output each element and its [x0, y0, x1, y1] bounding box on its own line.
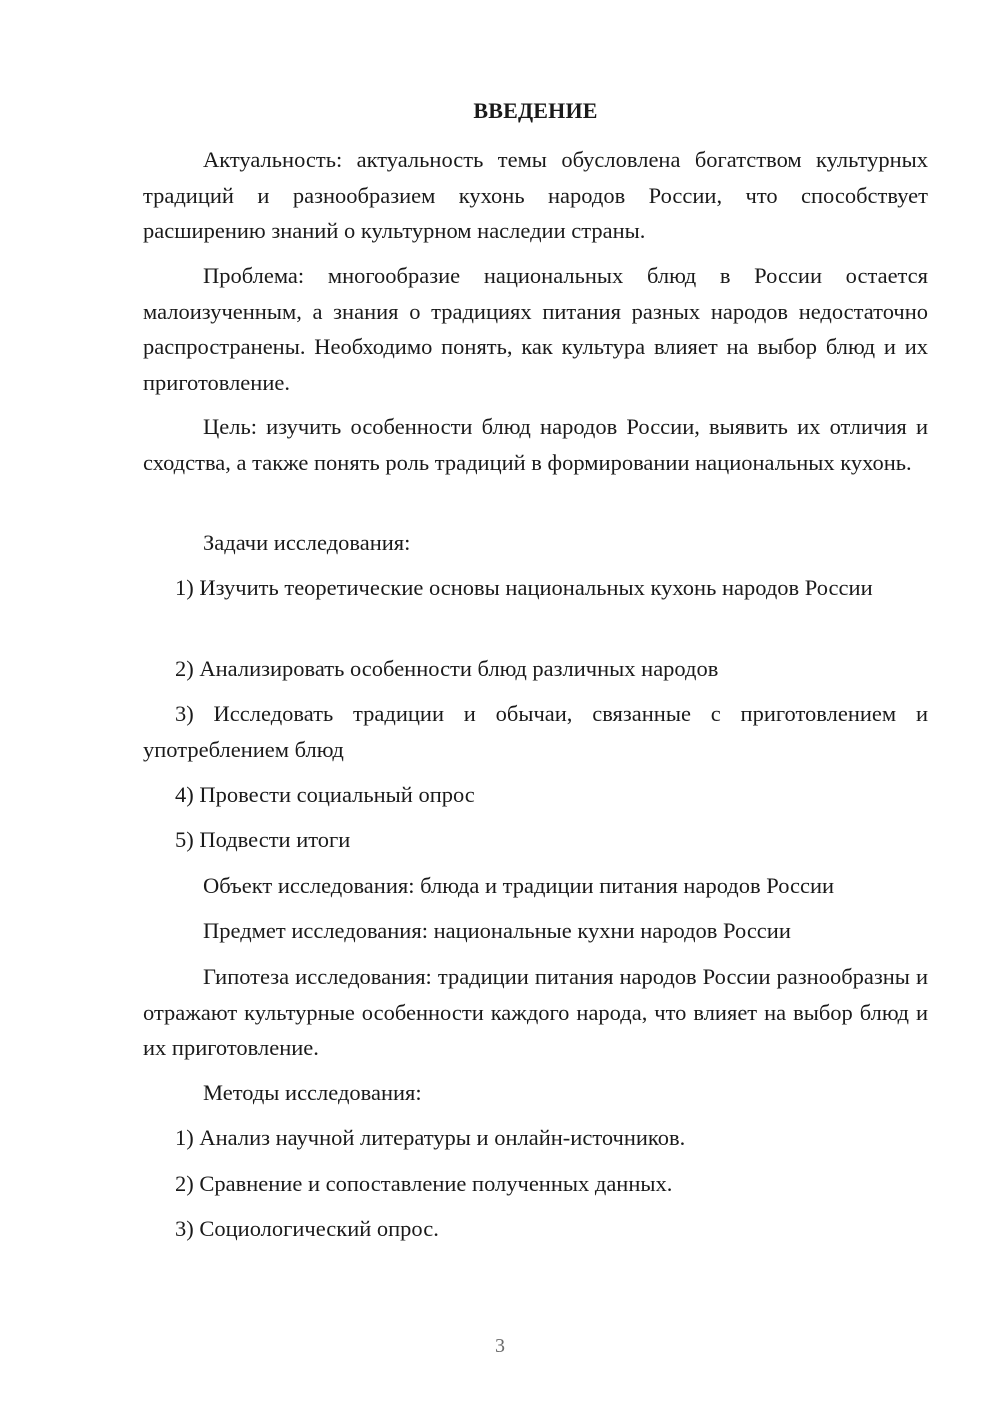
list-item-task-1: 1) Изучить теоретические основы национальных кухонь народов России: [175, 575, 873, 600]
list-item-task-4: 4) Провести социальный опрос: [175, 782, 475, 807]
list-item-method-3: 3) Социологический опрос.: [175, 1216, 439, 1241]
paragraph-problem: Проблема: многообразие национальных блюд в России остается малоизученным, а знания о традициях питания разных народов недостаточно распространены. Необходимо понять, как культура влияет на выбор блюд и их приготовление.: [143, 263, 928, 395]
list-item-method-1: 1) Анализ научной литературы и онлайн-источников.: [175, 1125, 686, 1150]
page-title: ВВЕДЕНИЕ: [473, 98, 598, 123]
list-item-task-2: 2) Анализировать особенности блюд различных народов: [175, 656, 719, 681]
paragraph-tasks-heading: Задачи исследования:: [203, 530, 411, 555]
paragraph-relevance: Актуальность: актуальность темы обусловлена богатством культурных традиций и разнообразием кухонь народов России, что способствует расширению знаний о культурном наследии страны.: [143, 147, 928, 243]
paragraph-goal: Цель: изучить особенности блюд народов России, выявить их отличия и сходства, а также понять роль традиций в формировании национальных кухонь.: [143, 414, 928, 475]
list-item-method-2: 2) Сравнение и сопоставление полученных данных.: [175, 1171, 673, 1196]
paragraph-methods-heading: Методы исследования:: [203, 1080, 422, 1105]
page-number: 3: [495, 1335, 505, 1357]
paragraph-hypothesis: Гипотеза исследования: традиции питания народов России разнообразны и отражают культурные особенности каждого народа, что влияет на выбор блюд и их приготовление.: [143, 964, 928, 1060]
list-item-task-5: 5) Подвести итоги: [175, 827, 351, 852]
paragraph-object: Объект исследования: блюда и традиции питания народов России: [203, 873, 835, 898]
paragraph-subject: Предмет исследования: национальные кухни народов России: [203, 918, 791, 943]
list-item-task-3: 3) Исследовать традиции и обычаи, связанные с приготовлением и употреблением блюд: [143, 701, 928, 762]
